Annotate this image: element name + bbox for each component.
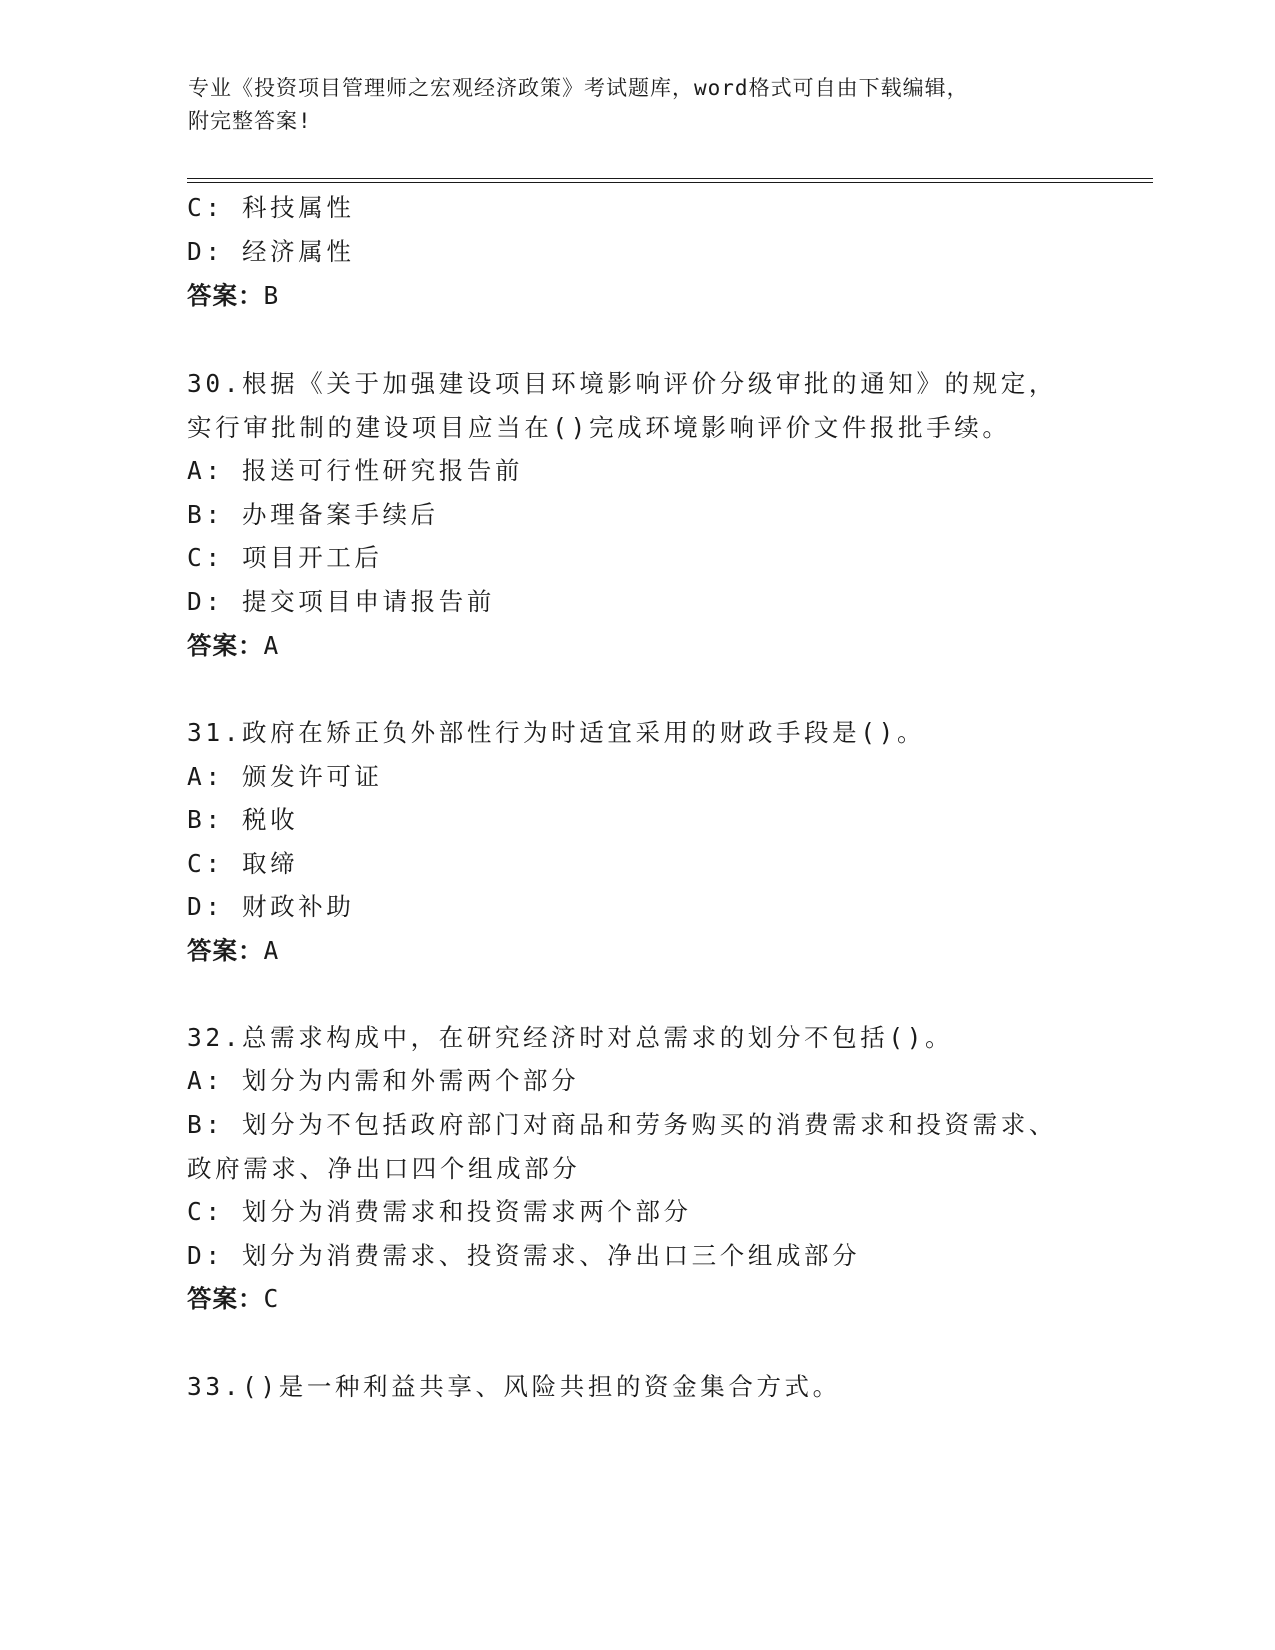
answer-label: 答案： (187, 1284, 264, 1313)
answer-value: B (263, 281, 280, 310)
option-d: D: 经济属性 (187, 237, 355, 266)
page-header (188, 72, 1068, 138)
question-30-option-a: A: 报送可行性研究报告前 (187, 456, 524, 485)
question-32-answer (187, 1284, 1107, 1314)
answer-label: 答案： (187, 281, 264, 310)
question-31-option-c: C: 取缔 (187, 849, 299, 878)
question-32-option-b-continued: 政府需求、净出口四个组成部分 (187, 1154, 581, 1183)
header-divider-top (187, 178, 1153, 179)
question-33-stem: 33.()是一种利益共享、风险共担的资金集合方式。 (187, 1372, 841, 1401)
question-30-option-d: D: 提交项目申请报告前 (187, 587, 495, 616)
answer-value: C (263, 1284, 280, 1313)
answer-value: A (263, 936, 280, 965)
question-31-stem: 31.政府在矫正负外部性行为时适宜采用的财政手段是()。 (187, 718, 926, 747)
question-31-option-d: D: 财政补助 (187, 892, 355, 921)
option-c: C: 科技属性 (187, 193, 355, 222)
answer-value: A (263, 631, 280, 660)
question-32-option-a: A: 划分为内需和外需两个部分 (187, 1066, 580, 1095)
header-divider-bottom (187, 182, 1153, 183)
header-line-1: 专业《投资项目管理师之宏观经济政策》考试题库，word格式可自由下载编辑， (188, 76, 969, 100)
question-30-stem-line-2: 实行审批制的建设项目应当在()完成环境影响评价文件报批手续。 (187, 413, 1011, 442)
question-30-option-b: B: 办理备案手续后 (187, 500, 439, 529)
answer-line (187, 281, 1107, 311)
question-31-answer (187, 936, 1107, 966)
question-32-option-d: D: 划分为消费需求、投资需求、净出口三个组成部分 (187, 1241, 861, 1270)
question-32-option-c: C: 划分为消费需求和投资需求两个部分 (187, 1197, 692, 1226)
question-30-option-c: C: 项目开工后 (187, 543, 383, 572)
header-line-2: 附完整答案! (188, 109, 312, 133)
answer-label: 答案： (187, 936, 264, 965)
question-31-option-b: B: 税收 (187, 805, 299, 834)
question-31-option-a: A: 颁发许可证 (187, 762, 383, 791)
question-30-stem-line-1: 30.根据《关于加强建设项目环境影响评价分级审批的通知》的规定， (187, 369, 1057, 398)
question-32-stem: 32.总需求构成中，在研究经济时对总需求的划分不包括()。 (187, 1023, 954, 1052)
question-30-answer (187, 631, 1107, 661)
answer-label: 答案： (187, 631, 264, 660)
question-32-option-b: B: 划分为不包括政府部门对商品和劳务购买的消费需求和投资需求、 (187, 1110, 1057, 1139)
